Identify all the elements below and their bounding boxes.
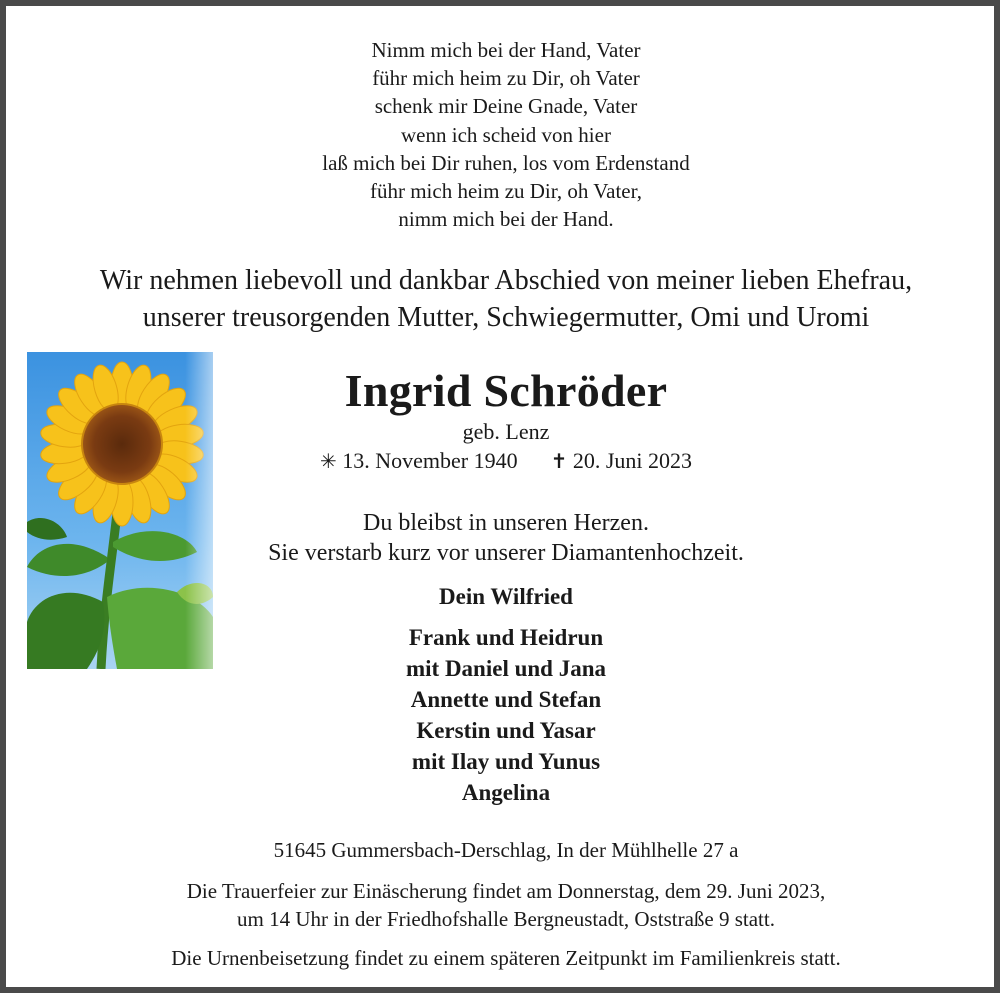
birth-date: 13. November 1940: [342, 448, 518, 473]
poem: [6, 36, 1000, 233]
intro-line: unserer treusorgenden Mutter, Schwiegermutter, Omi und Uromi: [142, 302, 870, 333]
funeral-info: [6, 877, 1000, 933]
poem-line: wenn ich scheid von hier: [401, 122, 611, 147]
funeral-line: Die Trauerfeier zur Einäscherung findet am Donnerstag, dem 29. Juni 2023,: [186, 879, 826, 903]
spouse-signature: [6, 582, 1000, 612]
family-line: Angelina: [461, 780, 551, 805]
poem-line: nimm mich bei der Hand.: [398, 207, 614, 232]
family-address: 51645 Gummersbach-Derschlag, In der Mühlhelle 27 a: [273, 838, 739, 862]
life-dates: [6, 447, 1000, 475]
family-line: mit Ilay und Yunus: [411, 749, 601, 774]
quote-line: Sie verstarb kurz vor unserer Diamantenhochzeit.: [268, 540, 744, 566]
poem-line: führ mich heim zu Dir, oh Vater: [372, 66, 640, 91]
poem-line: laß mich bei Dir ruhen, los vom Erdenstand: [322, 150, 690, 175]
maiden-name: geb. Lenz: [462, 419, 550, 444]
quote-line: Du bleibst in unseren Herzen.: [363, 510, 649, 536]
family-line: Frank und Heidrun: [408, 625, 604, 650]
deceased-name: Ingrid Schröder: [344, 365, 668, 416]
family-line: mit Daniel und Jana: [405, 656, 606, 681]
remembrance-text: [6, 508, 1000, 568]
family-line: Annette und Stefan: [410, 687, 602, 712]
spouse-name: Dein Wilfried: [439, 584, 573, 609]
poem-line: Nimm mich bei der Hand, Vater: [371, 38, 641, 62]
farewell-intro: [6, 262, 1000, 336]
family-line: Kerstin und Yasar: [416, 718, 596, 743]
death-cross-icon: ✝: [550, 449, 568, 473]
intro-line: Wir nehmen liebevoll und dankbar Abschied von meiner lieben Ehefrau,: [99, 265, 913, 296]
birth-star-icon: ✳: [319, 449, 337, 473]
death-date: 20. Juni 2023: [572, 448, 693, 473]
funeral-line: um 14 Uhr in der Friedhofshalle Bergneustadt, Oststraße 9 statt.: [237, 907, 775, 931]
urn-burial-info: Die Urnenbeisetzung findet zu einem späteren Zeitpunkt im Familienkreis statt.: [171, 946, 841, 970]
family-signatures: [6, 622, 1000, 808]
poem-line: führ mich heim zu Dir, oh Vater,: [369, 179, 643, 204]
poem-line: schenk mir Deine Gnade, Vater: [374, 94, 638, 119]
